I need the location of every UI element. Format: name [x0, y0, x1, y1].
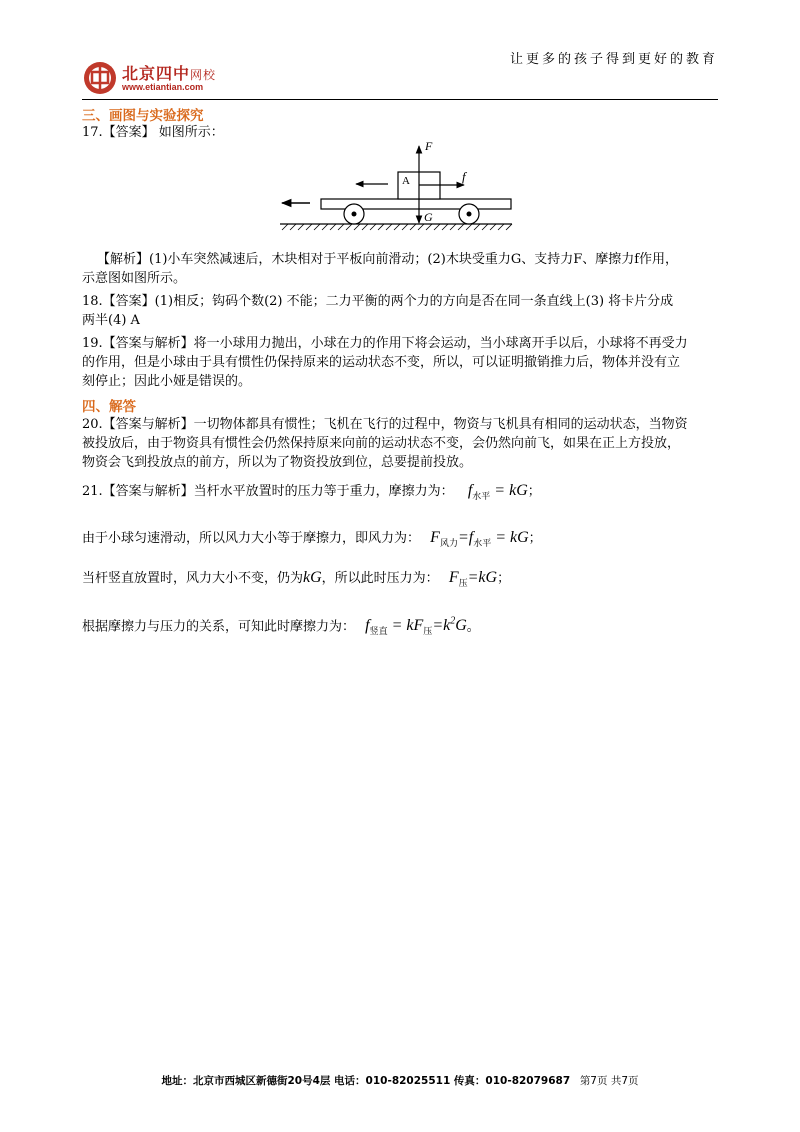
- section-heading-4: 四、解答: [82, 399, 136, 415]
- q20-line1: 20.【答案与解析】一切物体都具有惯性；飞机在飞行的过程中，物资与飞机具有相同的运动状态，当物资: [82, 417, 688, 432]
- logo-url: www.etiantian.com: [122, 82, 204, 92]
- force-label-G: G: [424, 210, 433, 224]
- page-footer: [0, 1073, 800, 1088]
- q18-line2: 两半(4) A: [82, 313, 140, 328]
- q19-line2: 的作用，但是小球由于具有惯性仍保持原来的运动状态不变，所以，可以证明撤销推力后，物体并没有立: [82, 355, 681, 370]
- q21-line3: 当杆竖直放置时，风力大小不变，仍为kG，所以此时压力为： $F_压=kG$；: [82, 569, 511, 588]
- force-label-F: F: [425, 140, 433, 153]
- q20-line2: 被投放后，由于物资具有惯性会仍然保持原来向前的运动状态不变，会仍然向前飞，如果在正上方投放，: [82, 436, 681, 451]
- force-label-f: f: [462, 169, 466, 184]
- footer-address: 地址：北京市西城区新德街20号4层 电话：010-82025511 传真：010-82079687: [161, 1075, 571, 1087]
- q17-explanation-line1: 【解析】(1)小车突然减速后，木块相对于平板向前滑动；(2)木块受重力G、支持力F、摩擦力f作用，: [97, 252, 679, 267]
- logo-name: 北京四中网校: [122, 64, 217, 83]
- cart-force-diagram: [278, 140, 514, 236]
- eq-friction-vertical: $f_{竖直} = kF_压=k^2G$: [365, 616, 467, 637]
- eq-pressure: $F_压=kG$: [448, 569, 498, 588]
- q21-line2: 由于小球匀速滑动，所以风力大小等于摩擦力，即风力为： $F_{风力}=f_{水平}$ = kG；: [82, 529, 542, 548]
- q17-heading: 17.【答案】 如图所示：: [82, 125, 224, 140]
- eq-friction-horizontal: $f_{水平}$ = kG: [467, 482, 528, 501]
- q19-line1: 19.【答案与解析】将一小球用力抛出，小球在力的作用下将会运动，当小球离开手以后，小球将不再受力: [82, 336, 688, 351]
- q19-line3: 刻停止；因此小娅是错误的。: [82, 374, 252, 389]
- header-slogan: 让更多的孩子得到更好的教育: [509, 52, 718, 67]
- q18-line1: 18.【答案】(1)相反；钩码个数(2) 不能；二力平衡的两个力的方向是否在同一条直线上(3) 将卡片分成: [82, 294, 674, 309]
- logo-emblem-icon: [82, 60, 118, 96]
- eq-wind-force: $F_{风力}=f_{水平}$ = kG: [430, 529, 529, 548]
- footer-page-number: 第7页 共7页: [579, 1075, 639, 1087]
- q17-explanation-line2: 示意图如图所示。: [82, 271, 187, 286]
- q21-line1: 21.【答案与解析】当杆水平放置时的压力等于重力，摩擦力为： $f_{水平}$ = kG；: [82, 482, 541, 501]
- section-heading-3: 三、画图与实验探究: [82, 108, 204, 124]
- q21-line4: 根据摩擦力与压力的关系，可知此时摩擦力为： $f_{竖直} = kF_压=k^2G$。: [82, 616, 480, 637]
- q20-line3: 物资会飞到投放点的前方，所以为了物资投放到位，总要提前投放。: [82, 455, 473, 470]
- block-label-A: A: [402, 175, 410, 187]
- header-divider: [82, 99, 718, 100]
- eq-kG: kG: [303, 569, 322, 586]
